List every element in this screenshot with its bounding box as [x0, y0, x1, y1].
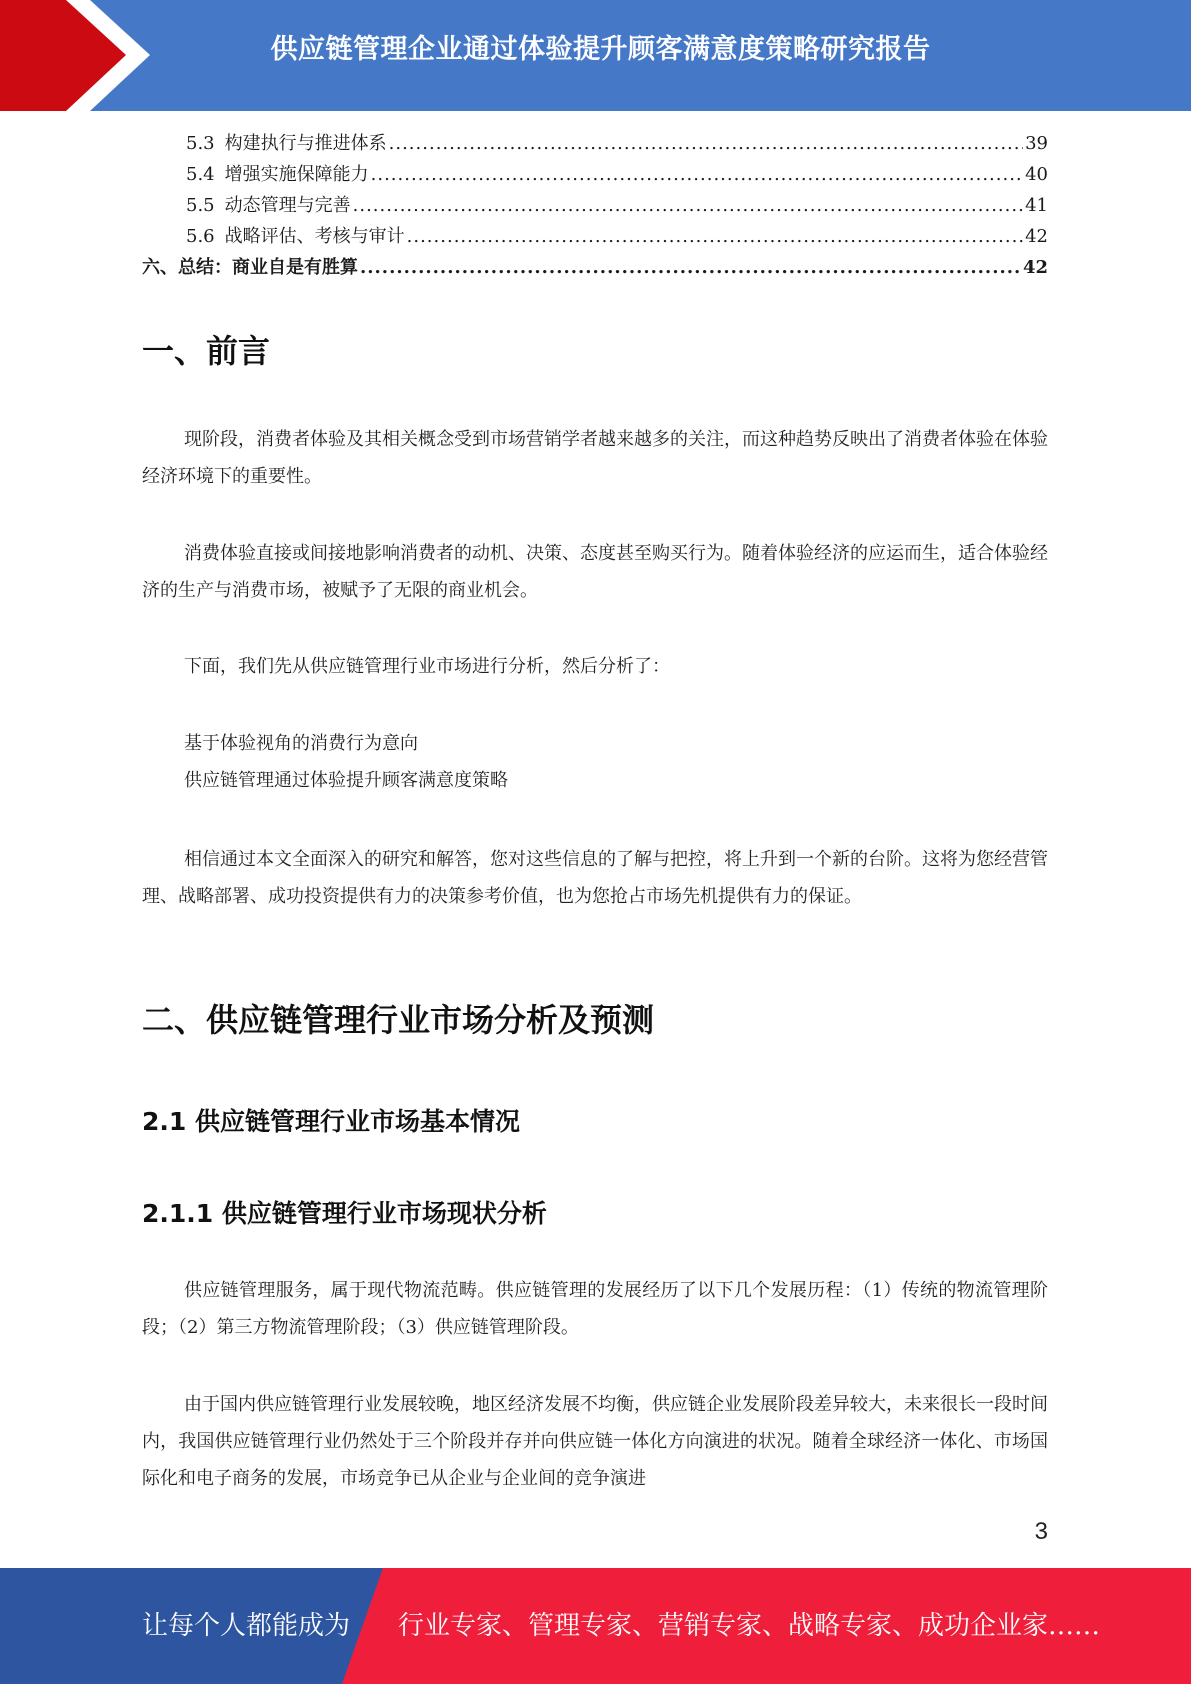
toc-entry-number: 5.4 [186, 164, 215, 185]
toc-entry-title: 动态管理与完善 [224, 195, 351, 216]
page-number: 3 [1034, 1518, 1048, 1545]
toc-leader-dots [407, 221, 1023, 252]
toc-leader-dots [360, 252, 1021, 283]
list-item: 基于体验视角的消费行为意向 [184, 733, 418, 754]
toc-entry-page: 40 [1025, 164, 1048, 185]
toc-entry[interactable] [142, 221, 1048, 252]
footer-banner [0, 1568, 1191, 1684]
toc-entry-title: 增强实施保障能力 [224, 164, 369, 185]
document-title: 供应链管理企业通过体验提升顾客满意度策略研究报告 [270, 34, 931, 65]
toc-leader-dots [353, 190, 1023, 221]
toc-entry-title: 战略评估、考核与审计 [224, 226, 405, 247]
toc-entry-number: 5.5 [186, 195, 215, 216]
toc-entry-page: 42 [1025, 226, 1048, 247]
body-paragraph: 由于国内供应链管理行业发展较晚，地区经济发展不均衡，供应链企业发展阶段差异较大，未来很长一段时间内，我国供应链管理行业仍然处于三个阶段并存并向供应链一体化方向演进的状况。随着全球经济一体化、市场国际化和电子商务的发展，市场竞争已从企业与企业间的竞争演进 [142, 1394, 1048, 1489]
section-heading-preface: 一、前言 [142, 332, 271, 370]
list-item: 供应链管理通过体验提升顾客满意度策略 [184, 770, 508, 791]
subsection-heading: 2.1.1 供应链管理行业市场现状分析 [142, 1199, 547, 1228]
toc-entry-chapter[interactable] [142, 252, 1048, 283]
table-of-contents [142, 128, 1048, 283]
toc-entry-title: 六、总结：商业自是有胜算 [142, 257, 358, 278]
section-heading-market-analysis: 二、供应链管理行业市场分析及预测 [142, 1001, 655, 1039]
subsection-heading: 2.1 供应链管理行业市场基本情况 [142, 1107, 520, 1136]
body-paragraph: 下面，我们先从供应链管理行业市场进行分析，然后分析了： [184, 656, 670, 677]
footer-slogan-left: 让每个人都能成为 [142, 1611, 351, 1641]
toc-entry[interactable] [142, 190, 1048, 221]
toc-entry[interactable] [142, 128, 1048, 159]
toc-entry[interactable] [142, 159, 1048, 190]
header-banner [0, 0, 1191, 111]
toc-entry-title: 构建执行与推进体系 [224, 133, 387, 154]
toc-entry-number: 5.6 [186, 226, 215, 247]
body-paragraph: 供应链管理服务，属于现代物流范畴。供应链管理的发展经历了以下几个发展历程：（1）传统的物流管理阶段；（2）第三方物流管理阶段；（3）供应链管理阶段。 [142, 1280, 1048, 1338]
toc-entry-page: 42 [1022, 257, 1048, 278]
body-paragraph: 相信通过本文全面深入的研究和解答，您对这些信息的了解与把控，将上升到一个新的台阶。这将为您经营管理、战略部署、成功投资提供有力的决策参考价值，也为您抢占市场先机提供有力的保证。 [142, 849, 1048, 907]
body-paragraph: 消费体验直接或间接地影响消费者的动机、决策、态度甚至购买行为。随着体验经济的应运而生，适合体验经济的生产与消费市场，被赋予了无限的商业机会。 [142, 543, 1048, 601]
footer-slogan-right: 行业专家、管理专家、营销专家、战略专家、成功企业家…… [398, 1611, 1101, 1641]
toc-entry-page: 41 [1025, 195, 1048, 216]
body-paragraph: 现阶段，消费者体验及其相关概念受到市场营销学者越来越多的关注，而这种趋势反映出了消费者体验在体验经济环境下的重要性。 [142, 429, 1048, 487]
toc-entry-page: 39 [1025, 133, 1048, 154]
toc-leader-dots [389, 128, 1023, 159]
toc-leader-dots [371, 159, 1023, 190]
toc-entry-number: 5.3 [186, 133, 215, 154]
